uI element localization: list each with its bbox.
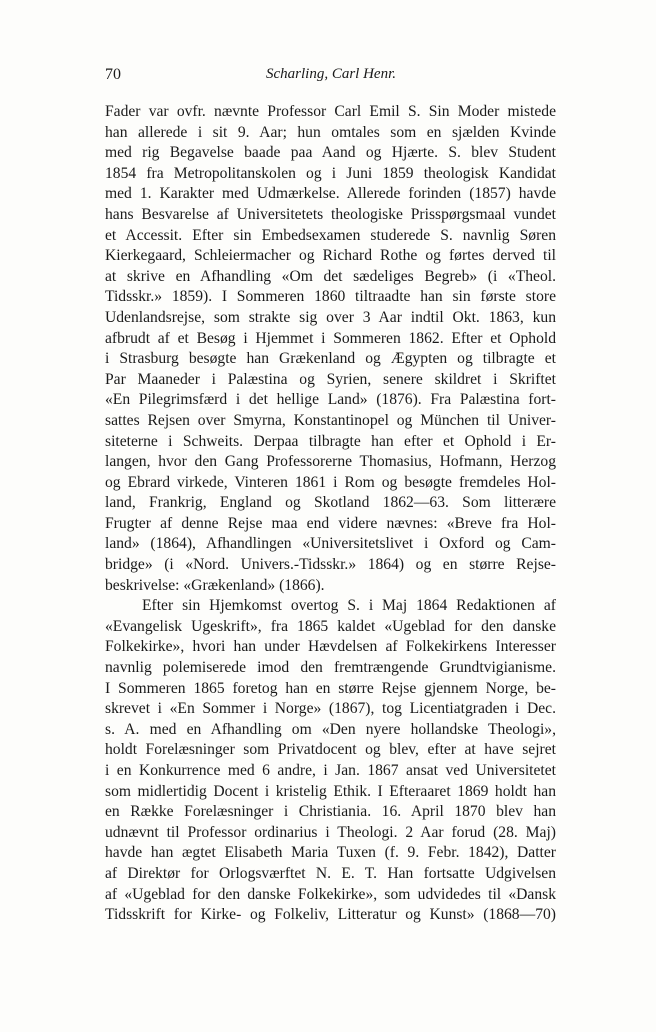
- text-line: Efter sin Hjemkomst overtog S. i Maj 1864 Redaktionen af: [142, 597, 556, 615]
- body-text: [105, 102, 556, 926]
- text-line: en Række Forelæsninger i Christiania. 16. April 1870 blev han: [105, 803, 556, 821]
- text-line: navnlig polemiserede imod den fremtrængende Grundtvigianisme.: [105, 659, 556, 677]
- text-line: og Ebrard virkede, Vinteren 1861 i Rom og besøgte fremdeles Hol-: [105, 473, 556, 491]
- text-line: med rig Begavelse baade paa Aand og Hjærte. S. blev Student: [105, 144, 556, 162]
- text-line: bridge» (i «Nord. Univers.-Tidsskr.» 1864) og en større Rejse-: [105, 556, 556, 574]
- text-line: af Direktør for Orlogsværftet N. E. T. Han fortsatte Udgivelsen: [105, 864, 556, 882]
- text-line: land, Frankrig, England og Skotland 1862—63. Som litterære: [105, 494, 556, 512]
- text-line: I Sommeren 1865 foretog han en større Rejse gjennem Norge, be-: [105, 679, 556, 697]
- text-line: siteterne i Schweits. Derpaa tilbragte han efter et Ophold i Er-: [105, 432, 556, 450]
- page-header: [105, 66, 557, 88]
- text-line: i en Konkurrence med 6 andre, i Jan. 1867 ansat ved Universitetet: [105, 762, 556, 779]
- text-line: Kierkegaard, Schleiermacher og Richard Rothe og førtes derved til: [105, 247, 556, 265]
- running-title: Scharling, Carl Henr.: [265, 66, 396, 82]
- text-line: af «Ugeblad for den danske Folkekirke», som udvidedes til «Dansk: [105, 885, 556, 903]
- text-line: afbrudt af et Besøg i Hjemmet i Sommeren 1862. Efter et Ophold: [105, 329, 556, 347]
- text-line: Folkekirke», hvori han under Hævdelsen af Folkekirkens Interesser: [105, 638, 556, 656]
- text-line: at skrive en Afhandling «Om det sædeliges Begreb» (i «Theol.: [105, 267, 556, 285]
- text-line: 1854 fra Metropolitanskolen og i Juni 1859 theologisk Kandidat: [105, 164, 556, 182]
- text-line: «En Pilegrimsfærd i det hellige Land» (1876). Fra Palæstina fort-: [105, 391, 556, 409]
- text-line: han allerede i sit 9. Aar; hun omtales som en sjælden Kvinde: [105, 123, 556, 141]
- text-line: et Accessit. Efter sin Embedsexamen studerede S. navnlig Søren: [105, 226, 556, 244]
- text-line: Udenlandsrejse, som strakte sig over 3 Aar indtil Okt. 1863, kun: [105, 308, 556, 326]
- text-line: med 1. Karakter med Udmærkelse. Allerede forinden (1857) havde: [105, 185, 556, 203]
- text-line: hans Besvarelse af Universitetets theologiske Prisspørgsmaal vundet: [105, 205, 556, 223]
- text-line: land» (1864), Afhandlingen «Universitetslivet i Oxford og Cam-: [105, 535, 556, 553]
- text-line: Fader var ovfr. nævnte Professor Carl Emil S. Sin Moder mistede: [105, 103, 556, 120]
- text-line: «Evangelisk Ugeskrift», fra 1865 kaldet «Ugeblad for den danske: [105, 617, 556, 635]
- text-line: Frugter af denne Rejse maa end videre nævnes: «Breve fra Hol-: [105, 514, 556, 532]
- text-line: s. A. med en Afhandling om «Den nyere hollandske Theologi»,: [105, 720, 556, 738]
- page-number: 70: [105, 66, 121, 83]
- text-line: Tidsskrift for Kirke- og Folkeliv, Litteratur og Kunst» (1868—70): [105, 906, 556, 924]
- text-line: beskrivelse: «Grækenland» (1866).: [105, 576, 325, 594]
- text-line: langen, hvor den Gang Professorerne Thomasius, Hofmann, Herzog: [105, 453, 556, 471]
- text-line: i Strasburg besøgte han Grækenland og Ægypten og tilbragte et: [105, 350, 556, 368]
- text-line: holdt Forelæsninger som Privatdocent og blev, efter at have sejret: [105, 741, 556, 759]
- text-line: skrevet i «En Sommer i Norge» (1867), tog Licentiatgraden i Dec.: [105, 700, 556, 718]
- text-line: havde han ægtet Elisabeth Maria Tuxen (f. 9. Febr. 1842), Datter: [105, 844, 556, 862]
- text-line: Tidsskr.» 1859). I Sommeren 1860 tiltraadte han sin første store: [105, 288, 556, 306]
- text-line: sattes Rejsen over Smyrna, Konstantinopel og München til Univer-: [105, 411, 556, 429]
- text-line: som midlertidig Docent i kristelig Ethik. I Efteraaret 1869 holdt han: [105, 782, 556, 800]
- text-line: Par Maaneder i Palæstina og Syrien, senere skildret i Skriftet: [105, 370, 556, 388]
- text-line: udnævnt til Professor ordinarius i Theologi. 2 Aar forud (28. Maj): [105, 823, 556, 841]
